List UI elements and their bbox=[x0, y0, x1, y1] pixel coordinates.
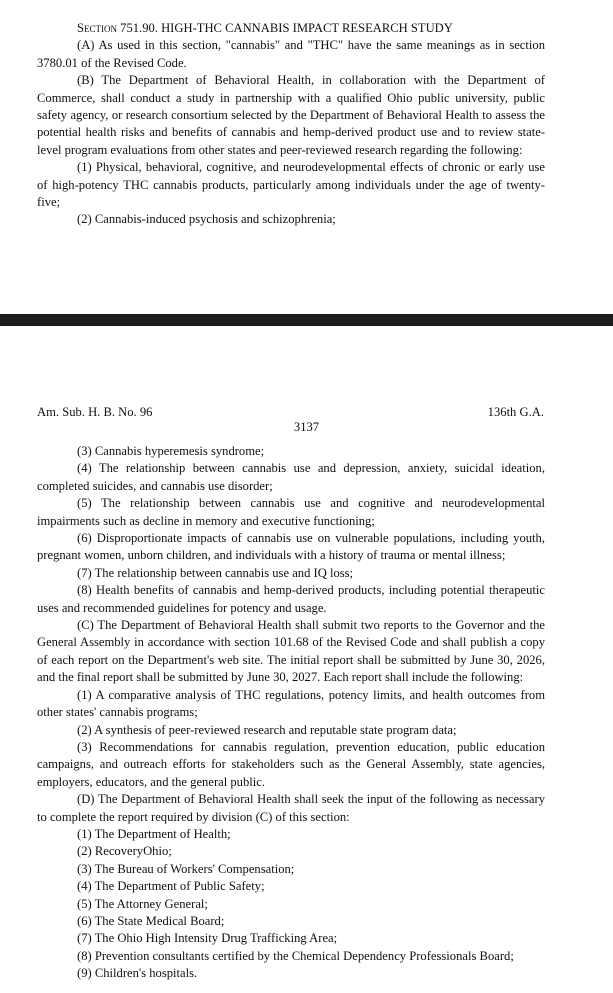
paragraph-d-2: (2) RecoveryOhio; bbox=[77, 844, 172, 859]
paragraph-c: (C) The Department of Behavioral Health shall submit two reports to the Governor and the General Assembly in accordance with section 101.68 of the Revised Code and shall publish a copy of each report on the Department's web site. The initial report shall be submitted by June 30, 2026, and the final report shall be submitted by June 30, 2027. Each report shall include the following: bbox=[37, 618, 545, 685]
paragraph-b-4: (4) The relationship between cannabis use and depression, anxiety, suicidal ideation, completed suicides, and cannabis use disorder; bbox=[37, 461, 545, 493]
paragraph-b-8: (8) Health benefits of cannabis and hemp-derived products, including potential therapeutic uses and recommended guidelines for potency and usage. bbox=[37, 583, 545, 615]
paragraph-b-6: (6) Disproportionate impacts of cannabis use on vulnerable populations, including youth, pregnant women, unborn children, and individuals with a history of trauma or mental illness; bbox=[37, 531, 545, 563]
paragraph-d-9: (9) Children's hospitals. bbox=[77, 966, 198, 981]
paragraph-b-5: (5) The relationship between cannabis use and cognitive and neurodevelopmental impairments such as decline in memory and executive functioning; bbox=[37, 496, 545, 528]
bill-number: Am. Sub. H. B. No. 96 bbox=[37, 405, 153, 419]
paragraph-d-5: (5) The Attorney General; bbox=[77, 896, 208, 911]
paragraph-d-4: (4) The Department of Public Safety; bbox=[77, 879, 265, 894]
paragraph-b-2: (2) Cannabis-induced psychosis and schizophrenia; bbox=[77, 212, 336, 227]
page-bottom-body bbox=[37, 443, 545, 983]
paragraph-d: (D) The Department of Behavioral Health shall seek the input of the following as necessary to complete the report required by division (C) of this section: bbox=[37, 792, 545, 824]
page-number: 3137 bbox=[293, 420, 320, 434]
section-title: 751.90. HIGH-THC CANNABIS IMPACT RESEARCH STUDY bbox=[120, 21, 453, 35]
general-assembly: 136th G.A. bbox=[487, 405, 544, 419]
paragraph-c-3: (3) Recommendations for cannabis regulation, prevention education, public education campaigns, and outreach efforts for stakeholders such as the General Assembly, state agencies, employers, educators, and the general public. bbox=[37, 739, 545, 789]
page-divider bbox=[0, 314, 613, 326]
paragraph-c-2: (2) A synthesis of peer-reviewed research and reputable state program data; bbox=[77, 722, 457, 737]
paragraph-b-1: (1) Physical, behavioral, cognitive, and neurodevelopmental effects of chronic or early use of high-potency THC cannabis products, particularly among individuals under the age of twenty-five; bbox=[37, 160, 545, 210]
paragraph-d-1: (1) The Department of Health; bbox=[77, 826, 231, 841]
paragraph-b-3: (3) Cannabis hyperemesis syndrome; bbox=[77, 444, 265, 458]
page-top-body bbox=[37, 37, 545, 228]
section-label: Section bbox=[77, 21, 117, 35]
page-bottom bbox=[0, 326, 613, 993]
paragraph-d-6: (6) The State Medical Board; bbox=[77, 913, 225, 928]
paragraph-a: (A) As used in this section, "cannabis" and "THC" have the same meanings as in section 3780.01 of the Revised Code. bbox=[37, 38, 545, 70]
page-top bbox=[0, 0, 613, 314]
paragraph-b-7: (7) The relationship between cannabis use and IQ loss; bbox=[77, 565, 354, 580]
paragraph-d-8: (8) Prevention consultants certified by the Chemical Dependency Professionals Board; bbox=[77, 948, 514, 963]
paragraph-b: (B) The Department of Behavioral Health, in collaboration with the Department of Commerce, shall conduct a study in partnership with a qualified Ohio public university, public safety agency, or research consortium selected by the Department of Behavioral Health to assess the potential health risks and benefits of cannabis and hemp-derived product use and to review state-level program evaluations from other states and peer-reviewed research regarding the following: bbox=[37, 73, 545, 157]
paragraph-d-7: (7) The Ohio High Intensity Drug Trafficking Area; bbox=[77, 931, 338, 946]
section-heading bbox=[37, 20, 545, 37]
paragraph-c-1: (1) A comparative analysis of THC regulations, potency limits, and health outcomes from other states' cannabis programs; bbox=[37, 687, 545, 720]
paragraph-d-3: (3) The Bureau of Workers' Compensation; bbox=[77, 861, 295, 876]
